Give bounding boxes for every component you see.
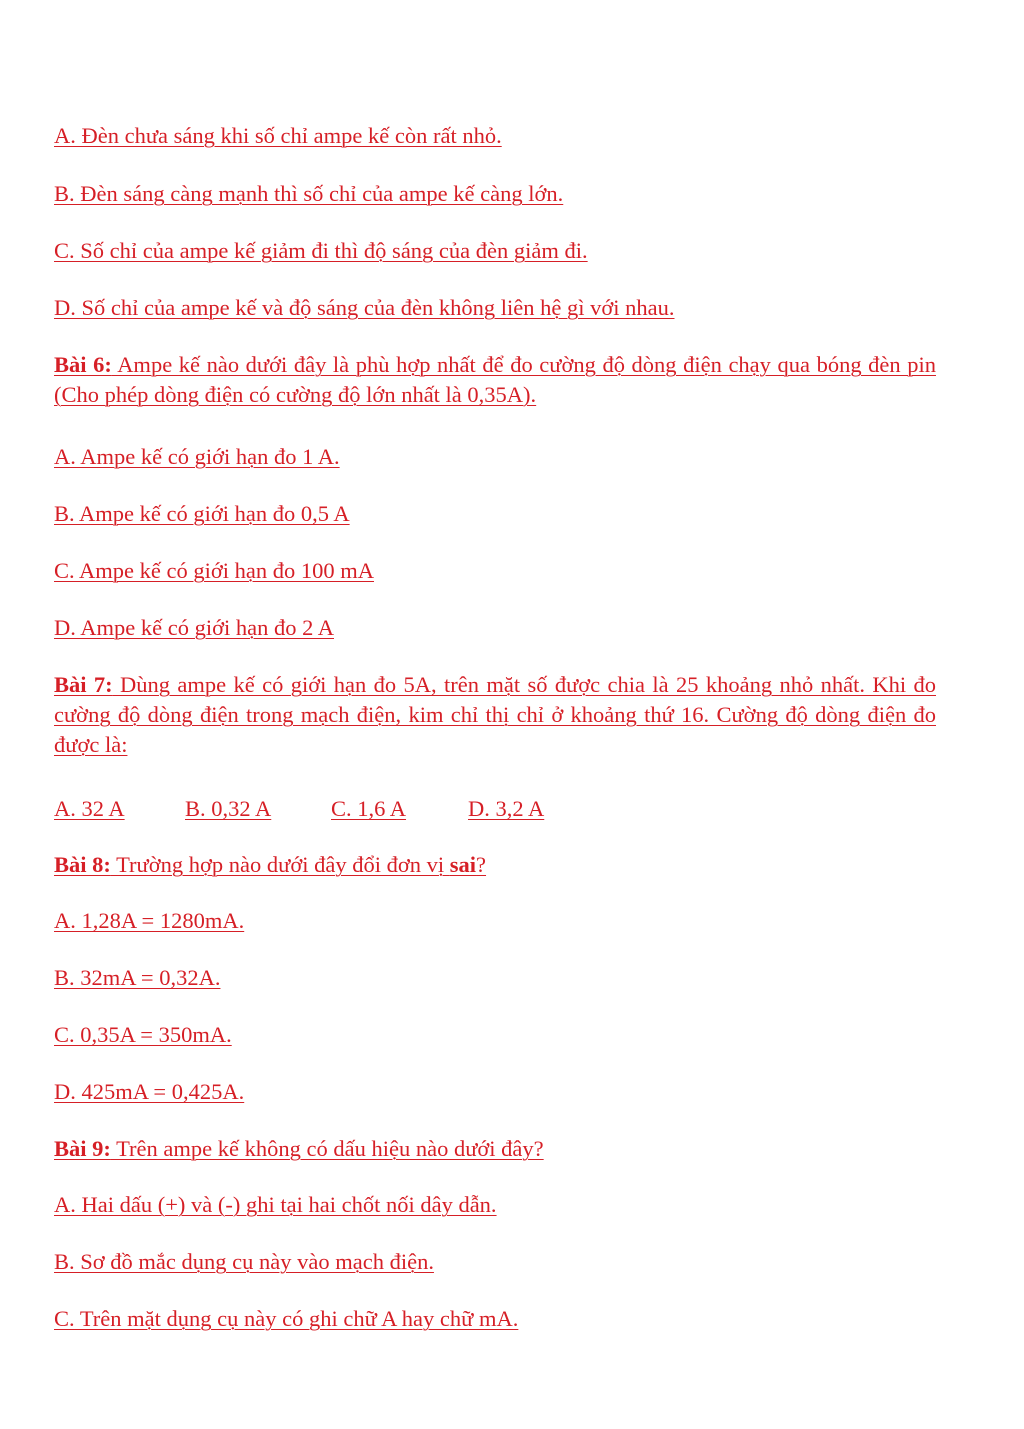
q6-label: Bài 6: [54, 352, 112, 377]
q5-option-c: C. Số chỉ của ampe kế giảm đi thì độ sáng của đèn giảm đi. [54, 238, 588, 263]
q8-question [54, 850, 486, 880]
q7-option-b: B. 0,32 A [185, 796, 272, 821]
q6-text: Ampe kế nào dưới đây là phù hợp nhất để đo cường độ dòng điện chạy qua bóng đèn pin (Cho phép dòng điện có cường độ lớn nhất là 0,35A). [54, 352, 936, 407]
q8-option-c: C. 0,35A = 350mA. [54, 1022, 232, 1047]
q8-option-a: A. 1,28A = 1280mA. [54, 908, 245, 933]
q8-option-b: B. 32mA = 0,32A. [54, 965, 221, 990]
q9-option-a: A. Hai dấu (+) và (-) ghi tại hai chốt nối dây dẫn. [54, 1192, 497, 1217]
q7-option-c: C. 1,6 A [331, 796, 407, 821]
q6-question [54, 350, 936, 410]
q8-text-after: ? [476, 852, 487, 877]
q6-option-d: D. Ampe kế có giới hạn đo 2 A [54, 615, 334, 640]
q8-bold-word: sai [449, 852, 477, 877]
q9-question [54, 1134, 544, 1164]
q6-option-a: A. Ampe kế có giới hạn đo 1 A. [54, 444, 340, 469]
q9-option-c: C. Trên mặt dụng cụ này có ghi chữ A hay chữ mA. [54, 1306, 519, 1331]
q7-options-row [54, 794, 544, 824]
q9-label: Bài 9: [54, 1136, 111, 1161]
q5-option-b: B. Đèn sáng càng mạnh thì số chỉ của ampe kế càng lớn. [54, 181, 564, 206]
q5-option-d: D. Số chỉ của ampe kế và độ sáng của đèn không liên hệ gì với nhau. [54, 295, 675, 320]
q6-option-b: B. Ampe kế có giới hạn đo 0,5 A [54, 501, 350, 526]
q5-option-a: A. Đèn chưa sáng khi số chỉ ampe kế còn rất nhỏ. [54, 123, 502, 148]
q7-text: Dùng ampe kế có giới hạn đo 5A, trên mặt số được chia là 25 khoảng nhỏ nhất. Khi đo cường độ dòng điện trong mạch điện, kim chỉ thị chỉ ở khoảng thứ 16. Cường độ dòng điện đo được là: [54, 672, 936, 757]
q7-option-d: D. 3,2 A [468, 796, 545, 821]
q7-label: Bài 7: [54, 672, 113, 697]
q8-text-before: Trường hợp nào dưới đây đổi đơn vị [110, 852, 450, 877]
q6-option-c: C. Ampe kế có giới hạn đo 100 mA [54, 558, 374, 583]
q9-option-b: B. Sơ đồ mắc dụng cụ này vào mạch điện. [54, 1249, 434, 1274]
q7-question [54, 670, 936, 760]
q8-option-d: D. 425mA = 0,425A. [54, 1079, 245, 1104]
q8-label: Bài 8: [54, 852, 111, 877]
q7-option-a: A. 32 A [54, 796, 125, 821]
q9-text: Trên ampe kế không có dấu hiệu nào dưới đây? [110, 1136, 544, 1161]
